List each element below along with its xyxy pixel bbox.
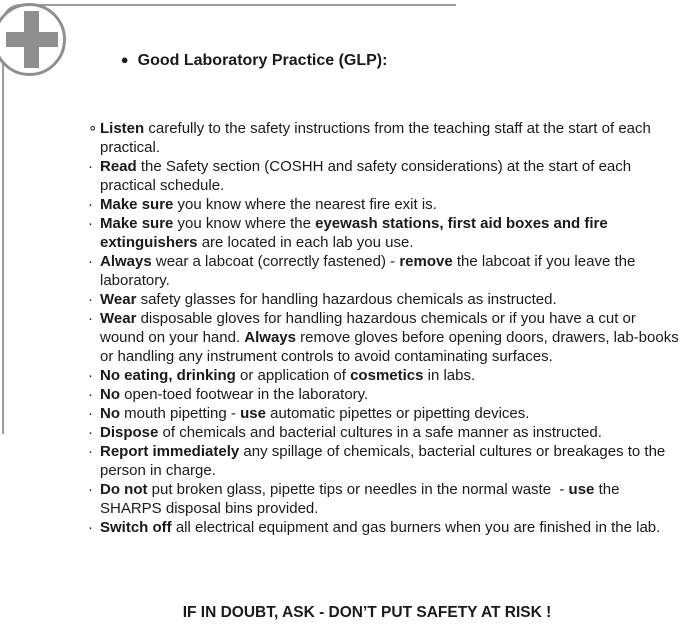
bullet-marker-icon: · xyxy=(88,405,93,422)
list-item-text: Listen carefully to the safety instructions from the teaching staff at the start of each practical. xyxy=(100,120,656,156)
list-item xyxy=(88,366,680,385)
bullet-marker-icon: ∘ xyxy=(88,120,98,137)
list-item-text: No mouth pipetting - use automatic pipettes or pipetting devices. xyxy=(100,405,530,422)
bullet-marker-icon: · xyxy=(88,519,93,536)
list-item xyxy=(88,195,680,214)
list-item xyxy=(88,480,680,518)
list-item xyxy=(88,119,680,157)
bullet-marker-icon: · xyxy=(88,253,93,270)
bullet-marker-icon: · xyxy=(88,386,93,403)
list-item-text: Make sure you know where the nearest fire exit is. xyxy=(100,196,437,213)
list-item xyxy=(88,214,680,252)
medical-cross-icon xyxy=(0,3,66,76)
list-item-text: Switch off all electrical equipment and gas burners when you are finished in the lab. xyxy=(100,519,661,536)
list-item xyxy=(88,385,680,404)
bullet-marker-icon: · xyxy=(88,310,93,327)
bullet-marker-icon: · xyxy=(88,443,93,460)
list-item-text: Report immediately any spillage of chemicals, bacterial cultures or breakages to the person in charge. xyxy=(100,443,670,479)
list-item-text: Read the Safety section (COSHH and safety considerations) at the start of each practical schedule. xyxy=(100,158,636,194)
list-item xyxy=(88,442,680,480)
list-item-text: Do not put broken glass, pipette tips or needles in the normal waste - use the SHARPS disposal bins provided. xyxy=(100,481,624,517)
footer-warning-text: IF IN DOUBT, ASK - DON’T PUT SAFETY AT RISK ! xyxy=(182,604,552,621)
list-item-text: Wear disposable gloves for handling hazardous chemicals or if you have a cut or wound on your hand. Always remove gloves before opening doors, drawers, lab-books or handling any instrument controls to avoid contaminating surfaces. xyxy=(100,310,683,365)
bullet-marker-icon: · xyxy=(88,424,93,441)
glp-heading-text: Good Laboratory Practice (GLP): xyxy=(137,52,388,69)
list-item-text: No open-toed footwear in the laboratory. xyxy=(100,386,369,403)
glp-heading xyxy=(103,34,387,88)
glp-safety-rules-list xyxy=(88,119,683,537)
list-item xyxy=(88,157,680,195)
bullet-marker-icon: · xyxy=(88,291,93,308)
cross-vertical-bar xyxy=(24,11,39,68)
list-item-text: Always wear a labcoat (correctly fastened) - remove the labcoat if you leave the laboratory. xyxy=(100,253,640,289)
bullet-marker-icon: · xyxy=(88,481,93,498)
list-item xyxy=(88,518,680,537)
list-item xyxy=(88,423,680,442)
list-item xyxy=(88,290,680,309)
list-item-text: Wear safety glasses for handling hazardous chemicals as instructed. xyxy=(100,291,557,308)
list-item-text: No eating, drinking or application of cosmetics in labs. xyxy=(100,367,476,384)
list-item xyxy=(88,404,680,423)
list-item-text: Dispose of chemicals and bacterial cultures in a safe manner as instructed. xyxy=(100,424,602,441)
list-item xyxy=(88,309,683,366)
bullet-marker-icon: · xyxy=(88,196,93,213)
list-item xyxy=(88,252,680,290)
filled-circle-bullet-icon: ● xyxy=(120,52,129,67)
bullet-marker-icon: · xyxy=(88,158,93,175)
bullet-marker-icon: · xyxy=(88,215,93,232)
list-item-text: Make sure you know where the eyewash stations, first aid boxes and fire extinguishers are located in each lab you use. xyxy=(100,215,612,251)
bullet-marker-icon: · xyxy=(88,367,93,384)
